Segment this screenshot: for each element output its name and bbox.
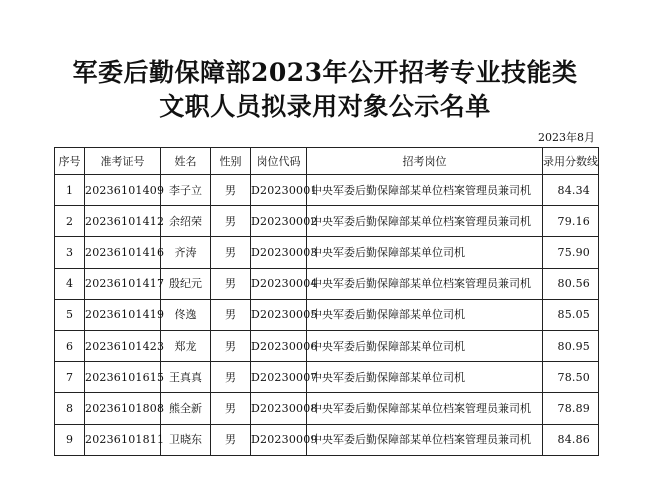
row-name: 卫晓东 [161, 424, 211, 455]
row-name: 佟逸 [161, 299, 211, 330]
row-name: 齐涛 [161, 237, 211, 268]
row-gender: 男 [211, 237, 251, 268]
header-post: 招考岗位 [307, 148, 543, 175]
row-score: 80.56 [543, 268, 599, 299]
header-no: 序号 [55, 148, 85, 175]
document-title-line1: 军委后勤保障部2023年公开招考专业技能类 [72, 58, 578, 87]
row-name: 殷纪元 [161, 268, 211, 299]
row-post-code: D20230003 [251, 237, 307, 268]
table-row [55, 362, 599, 393]
row-gender: 男 [211, 299, 251, 330]
row-exam-id: 20236101409 [85, 175, 161, 206]
row-post-code: D20230007 [251, 362, 307, 393]
table-row [55, 330, 599, 361]
row-score: 84.34 [543, 175, 599, 206]
header-exam-id: 准考证号 [85, 148, 161, 175]
row-exam-id: 20236101811 [85, 424, 161, 455]
row-name: 王真真 [161, 362, 211, 393]
table-row [55, 299, 599, 330]
row-score: 80.95 [543, 330, 599, 361]
row-post: 中央军委后勤保障部某单位司机 [307, 237, 543, 268]
row-post: 中央军委后勤保障部某单位档案管理员兼司机 [307, 424, 543, 455]
row-score: 75.90 [543, 237, 599, 268]
row-post: 中央军委后勤保障部某单位档案管理员兼司机 [307, 393, 543, 424]
row-post: 中央军委后勤保障部某单位司机 [307, 299, 543, 330]
row-name: 李子立 [161, 175, 211, 206]
table-row [55, 268, 599, 299]
row-score: 78.89 [543, 393, 599, 424]
row-no: 5 [55, 299, 85, 330]
candidate-table [54, 147, 599, 456]
row-score: 78.50 [543, 362, 599, 393]
row-no: 9 [55, 424, 85, 455]
row-exam-id: 20236101417 [85, 268, 161, 299]
row-gender: 男 [211, 393, 251, 424]
row-no: 3 [55, 237, 85, 268]
row-name: 熊全新 [161, 393, 211, 424]
table-header-row [55, 148, 599, 175]
row-post: 中央军委后勤保障部某单位司机 [307, 330, 543, 361]
row-gender: 男 [211, 424, 251, 455]
row-no: 2 [55, 206, 85, 237]
row-exam-id: 20236101412 [85, 206, 161, 237]
header-gender: 性别 [211, 148, 251, 175]
row-gender: 男 [211, 330, 251, 361]
row-no: 7 [55, 362, 85, 393]
row-post: 中央军委后勤保障部某单位档案管理员兼司机 [307, 268, 543, 299]
row-name: 郑龙 [161, 330, 211, 361]
row-post-code: D20230004 [251, 268, 307, 299]
row-name: 余绍荣 [161, 206, 211, 237]
row-exam-id: 20236101416 [85, 237, 161, 268]
row-post-code: D20230006 [251, 330, 307, 361]
row-score: 85.05 [543, 299, 599, 330]
row-post-code: D20230008 [251, 393, 307, 424]
row-gender: 男 [211, 268, 251, 299]
header-post-code: 岗位代码 [251, 148, 307, 175]
table-row [55, 175, 599, 206]
row-exam-id: 20236101419 [85, 299, 161, 330]
table-row [55, 206, 599, 237]
row-no: 6 [55, 330, 85, 361]
row-no: 8 [55, 393, 85, 424]
table-row [55, 237, 599, 268]
row-exam-id: 20236101615 [85, 362, 161, 393]
row-post: 中央军委后勤保障部某单位档案管理员兼司机 [307, 175, 543, 206]
row-gender: 男 [211, 362, 251, 393]
row-gender: 男 [211, 206, 251, 237]
table-row [55, 424, 599, 455]
row-post-code: D20230009 [251, 424, 307, 455]
row-post-code: D20230005 [251, 299, 307, 330]
row-exam-id: 20236101808 [85, 393, 161, 424]
header-score: 录用分数线 [543, 148, 599, 175]
row-gender: 男 [211, 175, 251, 206]
row-no: 4 [55, 268, 85, 299]
publish-date: 2023年8月 [538, 131, 595, 144]
header-name: 姓名 [161, 148, 211, 175]
row-exam-id: 20236101423 [85, 330, 161, 361]
row-no: 1 [55, 175, 85, 206]
row-score: 84.86 [543, 424, 599, 455]
row-post: 中央军委后勤保障部某单位司机 [307, 362, 543, 393]
document-title-line2: 文职人员拟录用对象公示名单 [159, 92, 491, 121]
row-post: 中央军委后勤保障部某单位档案管理员兼司机 [307, 206, 543, 237]
row-post-code: D20230001 [251, 175, 307, 206]
row-score: 79.16 [543, 206, 599, 237]
row-post-code: D20230002 [251, 206, 307, 237]
table-row [55, 393, 599, 424]
